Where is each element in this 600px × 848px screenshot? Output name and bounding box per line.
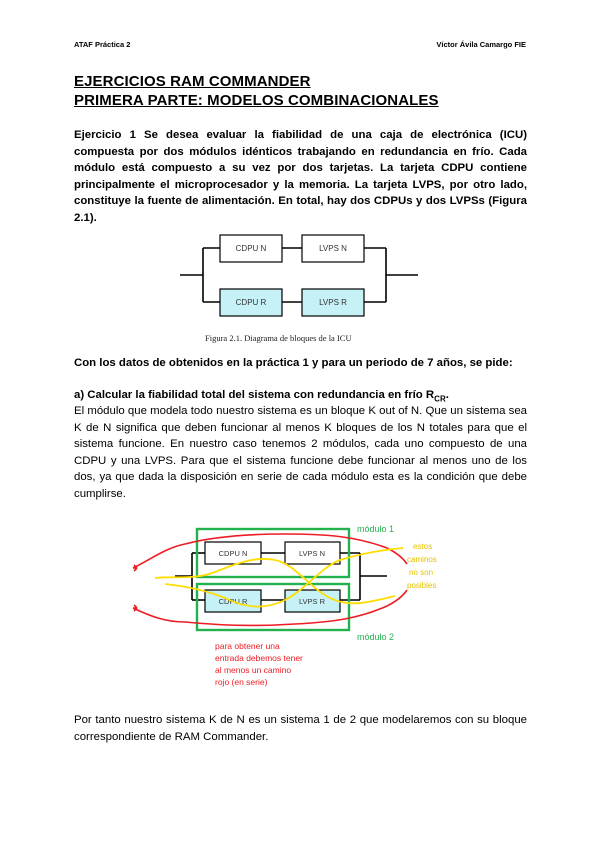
red-note-line-3: al menos un camino <box>215 665 292 675</box>
yellow-note-line-4: posibles <box>407 581 437 590</box>
red-note-line-4: rojo (en serie) <box>215 677 268 687</box>
conclusion-paragraph: Por tanto nuestro sistema K de N es un sistema 1 de 2 que modelaremos con su bloque correspondiente de RAM Commander. <box>74 714 527 743</box>
icu-block-diagram <box>178 226 423 330</box>
question-a-text: a) Calcular la fiabilidad total del sistema con redundancia en frío R <box>74 389 435 401</box>
yellow-note-line-2: caminos <box>407 555 437 564</box>
label-cdpu-n: CDPU N <box>235 244 267 253</box>
label-cdpu-r: CDPU R <box>235 298 267 307</box>
title-first-part: PRIMERA PARTE: MODELOS COMBINACIONALES <box>74 92 439 109</box>
yellow-note <box>407 542 437 590</box>
figure-2-1-caption: Figura 2.1. Diagrama de bloques de la ICU <box>205 333 352 343</box>
fig2-label-cdpu-n: CDPU N <box>218 549 248 558</box>
red-note <box>215 641 303 687</box>
question-a-end: . <box>445 389 449 401</box>
exercise-1-statement: Ejercicio 1 Se desea evaluar la fiabilidad de una caja de electrónica (ICU) compuesta por dos módulos idénticos trabajando en redundancia en frío. Cada módulo está compuesto a su vez por dos tarjetas. La tarjeta CDPU contiene principalmente el microprocesador y la memoria. La tarjeta LVPS, por otro lado, constituye la fuente de alimentación. En total, hay dos CDPUs y dos LVPSs (Figura 2.1). <box>74 129 527 224</box>
intro-statement: Con los datos de obtenidos en la práctica 1 y para un periodo de 7 años, se pide: <box>74 357 513 369</box>
annotated-paths-diagram <box>125 518 470 698</box>
red-note-line-1: para obtener una <box>215 641 280 651</box>
yellow-note-line-3: no son <box>409 568 434 577</box>
yellow-note-line-1: estos <box>413 542 433 551</box>
fig2-label-lvps-n: LVPS N <box>298 549 326 558</box>
fig2-label-cdpu-r: CDPU R <box>218 597 248 606</box>
header-left: ATAF Práctica 2 <box>74 40 131 49</box>
label-module-1: módulo 1 <box>357 524 395 534</box>
label-module-2: módulo 2 <box>357 632 395 642</box>
explanation-paragraph: El módulo que modela todo nuestro sistema es un bloque K out of N. Que un sistema sea K de N significa que deben funcionar al menos K bloques de los N totales para que el sistema funcione. En nuestro caso tenemos 2 módulos, cada uno compuesto de una CDPU y una LVPS. Para que el sistema funcione debe funcionar al menos uno de los dos, ya que dada la disposición en serie de cada módulo esta es la condición que debe cumplirse. <box>74 405 527 500</box>
header-right: Víctor Ávila Camargo FIE <box>436 40 526 49</box>
label-lvps-n: LVPS N <box>319 244 347 253</box>
fig2-label-lvps-r: LVPS R <box>298 597 326 606</box>
question-a-subscript: CR <box>434 394 446 404</box>
red-valid-paths <box>133 534 407 625</box>
title-exercises: EJERCICIOS RAM COMMANDER <box>74 73 311 90</box>
red-note-line-2: entrada debemos tener <box>215 653 303 663</box>
label-lvps-r: LVPS R <box>319 298 347 307</box>
